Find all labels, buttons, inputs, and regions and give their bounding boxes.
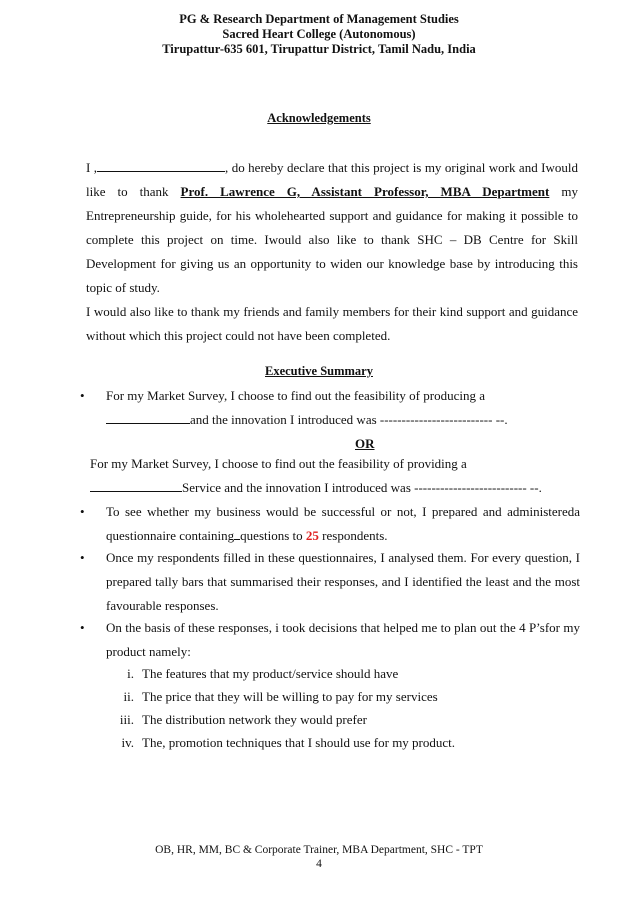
bullet-item-product [80, 384, 580, 432]
page-footer [0, 843, 638, 871]
header-college: Sacred Heart College (Autonomous) [222, 27, 416, 41]
alternative-service-text [90, 452, 580, 500]
or-separator: OR [355, 436, 375, 451]
footer-trainer-line: OB, HR, MM, BC & Corporate Trainer, MBA Department, SHC - TPT [155, 844, 483, 856]
guide-name: Prof. Lawrence G, Assistant Professor, MBA Department [180, 184, 550, 199]
acknowledgements-title: Acknowledgements [267, 111, 371, 125]
bullet-item-analysis: • Once my respondents filled in these questionnaires, I analysed them. For every question, I prepared tally bars that summarised their responses, and I identified the least and the most favourable responses. [80, 546, 580, 618]
bullet-dot-icon: • [80, 620, 85, 635]
page-number: 4 [316, 858, 322, 870]
list-item: iii. The distribution network they would prefer [119, 712, 367, 727]
name-blank [97, 159, 225, 172]
bullet-product-line1: For my Market Survey, I choose to find out the feasibility of producing a [106, 388, 485, 403]
respondent-count: 25 [305, 528, 319, 543]
ack-text-start: I , [86, 160, 98, 175]
bullet-dot-icon: • [80, 550, 85, 565]
acknowledgements-paragraph-1 [86, 156, 578, 300]
header-department: PG & Research Department of Management Studies [179, 12, 459, 26]
acknowledgements-paragraph-2: I would also like to thank my friends and family members for their kind support and guidance without which this project could not have been completed. [86, 304, 578, 343]
list-item: ii. The price that they will be willing to pay for my services [123, 689, 438, 704]
bullet-product-line2: and the innovation I introduced was -------------------------- --. [106, 408, 580, 432]
bullet-item-questionnaire: • To see whether my business would be successful or not, I prepared and administereda questionnaire containing questions to 25 respondents. [80, 500, 580, 548]
header-address: Tirupattur-635 601, Tirupattur District, Tamil Nadu, India [162, 42, 476, 56]
bullet-dot-icon: • [80, 504, 85, 519]
four-ps-list [106, 662, 566, 754]
bullet-dot-icon: • [80, 388, 85, 403]
page-header [0, 12, 638, 57]
alt-service-line1: For my Market Survey, I choose to find out the feasibility of providing a [90, 456, 467, 471]
ack-text-middle: , do hereby declare that this project is my original work and Iwould like to thank [86, 160, 578, 199]
ack-text-end: my Entrepreneurship guide, for his wholehearted support and guidance for making it possible to complete this project on time. Iwould also like to thank SHC – DB Centre for Skill Development for giving us an opportunity to widen our knowledge base by introducing this topic of study. [86, 184, 578, 295]
alt-service-line2: Service and the innovation I introduced was -------------------------- --. [90, 476, 580, 500]
list-item: i. The features that my product/service should have [127, 666, 399, 681]
acknowledgements-body [86, 156, 578, 348]
product-blank [106, 411, 190, 424]
list-item: iv. The, promotion techniques that I should use for my product. [121, 735, 456, 750]
bullet-item-decisions: • On the basis of these responses, i took decisions that helped me to plan out the 4 P’sfor my product namely: [80, 616, 580, 664]
service-blank [90, 479, 182, 492]
executive-summary-title: Executive Summary [265, 364, 373, 378]
